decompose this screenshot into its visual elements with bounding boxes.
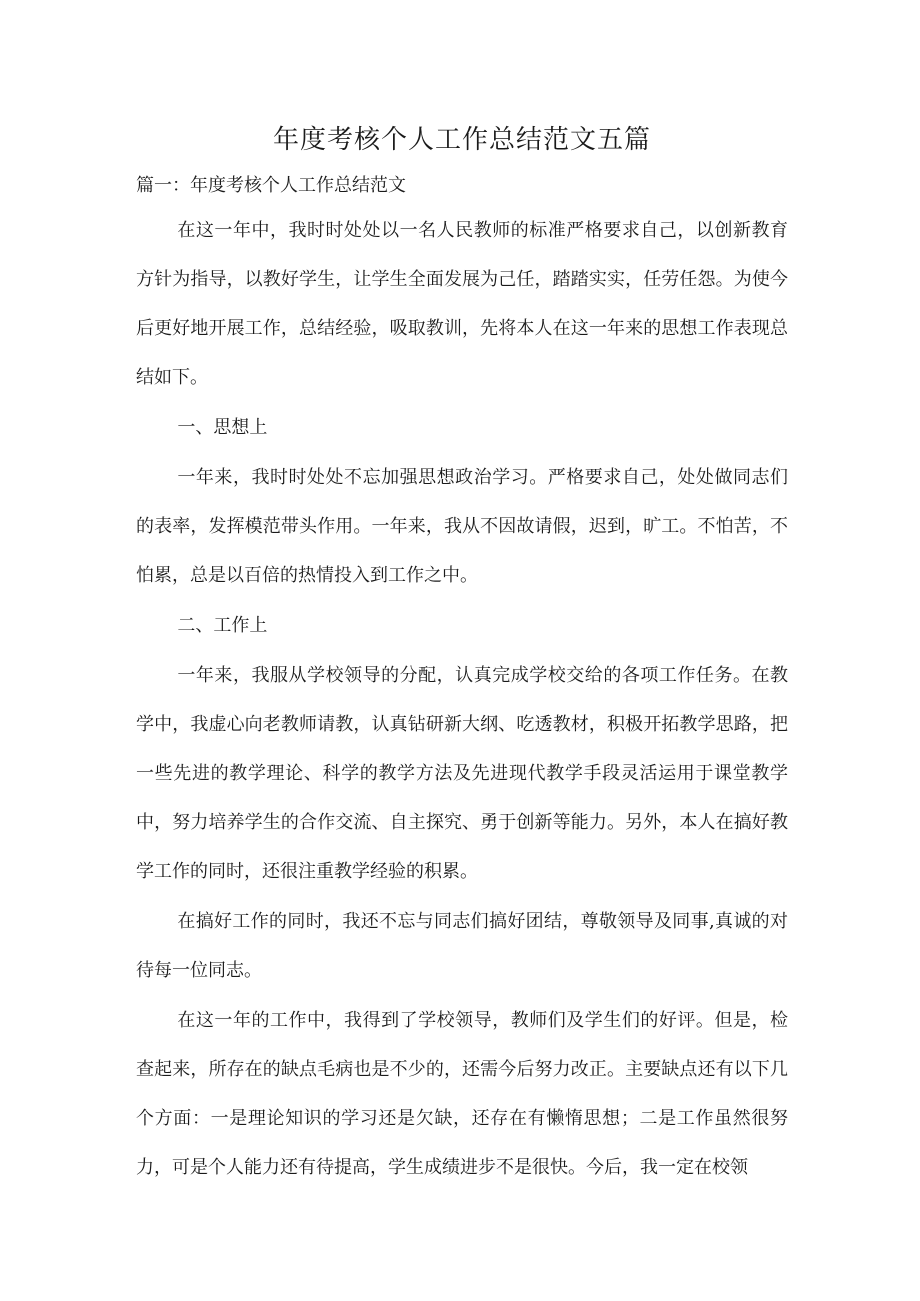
heading-work: 二、工作上 (177, 615, 268, 636)
paragraph-shortcomings: 在这一年的工作中，我得到了学校领导，教师们及学生们的好评。但是，检查起来，所存在的缺点毛病也是不少的，还需今后努力改正。主要缺点还有以下几个方面：一是理论知识的学习还是欠缺，还存在有懒惰思想；二是工作虽然很努力，可是个人能力还有待提高，学生成绩进步不是很快。今后，我一定在校领 (136, 1010, 788, 1178)
paragraph-thought: 一年来，我时时处处不忘加强思想政治学习。严格要求自己，处处做同志们的表率，发挥模范带头作用。一年来，我从不因故请假，迟到，旷工。不怕苦，不怕累，总是以百倍的热情投入到工作之中。 (136, 467, 788, 586)
paragraph-intro: 在这一年中，我时时处处以一名人民教师的标准严格要求自己，以创新教育方针为指导，以教好学生，让学生全面发展为己任，踏踏实实，任劳任怨。为使今后更好地开展工作，总结经验，吸取教训，先将本人在这一年来的思想工作表现总结如下。 (136, 220, 788, 388)
section-title: 篇一：年度考核个人工作总结范文 (136, 175, 406, 196)
paragraph-work: 一年来，我服从学校领导的分配，认真完成学校交给的各项工作任务。在教学中，我虚心向老教师请教，认真钻研新大纲、吃透教材，积极开拓教学思路，把一些先进的教学理论、科学的教学方法及先进现代教学手段灵活运用于课堂教学中，努力培养学生的合作交流、自主探究、勇于创新等能力。另外，本人在搞好教学工作的同时，还很注重教学经验的积累。 (136, 665, 788, 882)
paragraph-unity: 在搞好工作的同时，我还不忘与同志们搞好团结，尊敬领导及同事,真诚的对待每一位同志。 (136, 911, 788, 981)
document-title: 年度考核个人工作总结范文五篇 (272, 125, 651, 155)
heading-thought: 一、思想上 (177, 417, 268, 438)
